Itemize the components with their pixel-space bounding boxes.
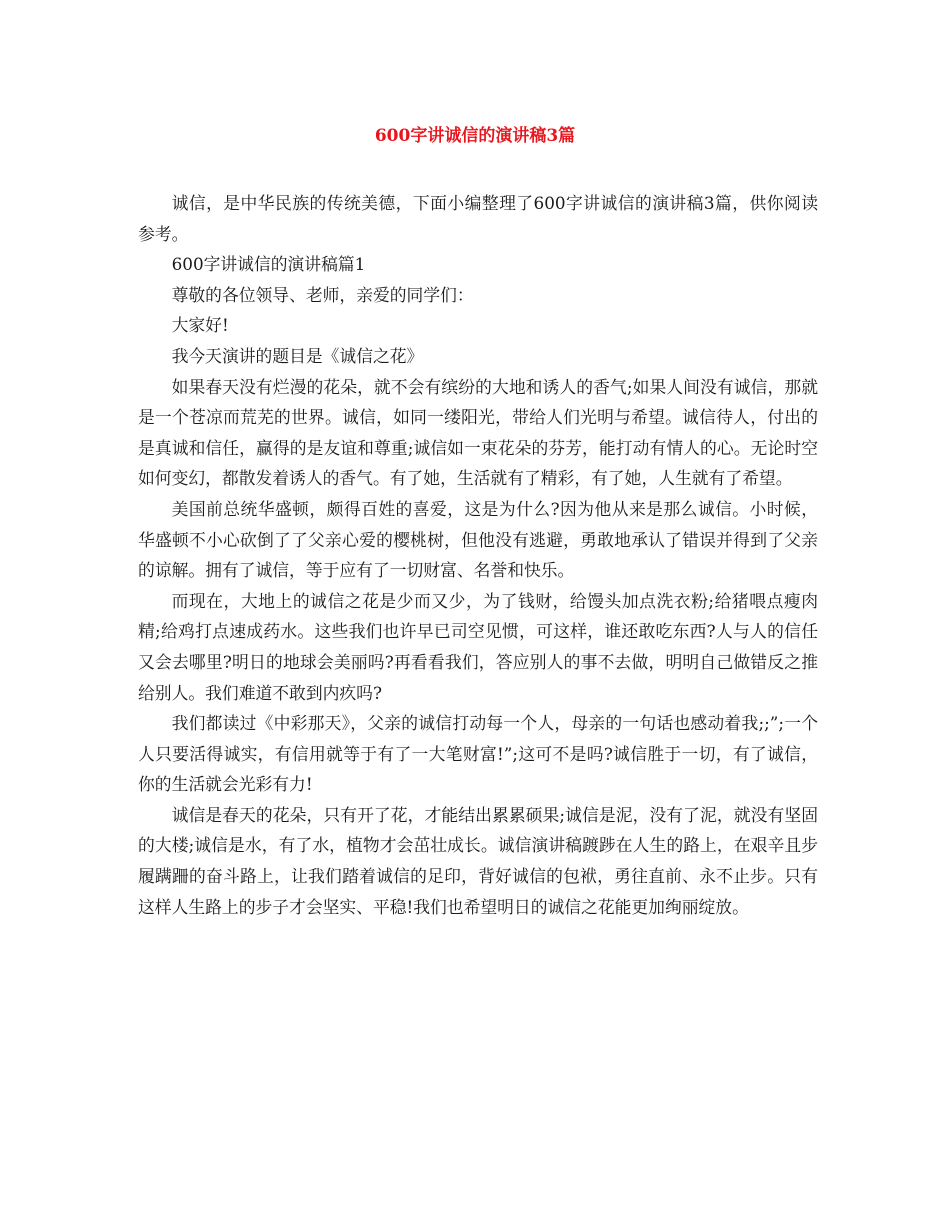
salutation: 尊敬的各位领导、老师，亲爱的同学们：: [171, 284, 474, 305]
body-paragraph: 美国前总统华盛顿，颇得百姓的喜爱，这是为什么?因为他从来是那么诚信。小时候，华盛顿不小心砍倒了了父亲心爱的樱桃树，但他没有逃避，勇敢地承认了错误并得到了父亲的谅解。拥有了诚信，等于应有了一切财富、名誉和快乐。: [138, 498, 818, 581]
body-paragraph: 诚信是春天的花朵，只有开了花，才能结出累累硕果;诚信是泥，没有了泥，就没有坚固的大楼;诚信是水，有了水，植物才会茁壮成长。诚信演讲稿踱踄在人生的路上，在艰辛且步履蹒跚的奋斗路上，让我们踏着诚信的足印，背好诚信的包袱，勇往直前、永不止步。只有这样人生路上的步子才会坚实、平稳!我们也希望明日的诚信之花能更加绚丽绽放。: [138, 804, 818, 917]
body-paragraph: 而现在，大地上的诚信之花是少而又少，为了钱财，给馒头加点洗衣粉;给猪喂点瘦肉精;给鸡打点速成药水。这些我们也许早已司空见惯，可这样，谁还敢吃东西?人与人的信任又会去哪里?明日的地球会美丽吗?再看看我们，答应别人的事不去做，明明自己做错反之推给别人。我们难道不敢到内疚吗?: [138, 590, 818, 703]
document-title: 600字讲诚信的演讲稿3篇: [374, 126, 576, 146]
greeting: 大家好!: [171, 315, 229, 336]
document-body: [138, 188, 818, 922]
speech-topic: 我今天演讲的题目是《诚信之花》: [171, 345, 424, 366]
intro-paragraph: 诚信，是中华民族的传统美德，下面小编整理了600字讲诚信的演讲稿3篇，供你阅读参考。: [138, 193, 818, 244]
body-paragraph: 我们都读过《中彩那天》，父亲的诚信打动每一个人，母亲的一句话也感动着我;;”;一个人只要活得诚实，有信用就等于有了一大笔财富!”;这可不是吗?诚信胜于一切，有了诚信，你的生活就会光彩有力!: [138, 713, 818, 795]
section-heading: 600字讲诚信的演讲稿篇1: [171, 254, 366, 275]
body-paragraph: 如果春天没有烂漫的花朵，就不会有缤纷的大地和诱人的香气;如果人间没有诚信，那就是一个苍凉而荒芜的世界。诚信，如同一缕阳光，带给人们光明与希望。诚信待人，付出的是真诚和信任，赢得的是友谊和尊重;诚信如一束花朵的芬芳，能打动有情人的心。无论时空如何变幻，都散发着诱人的香气。有了她，生活就有了精彩，有了她，人生就有了希望。: [138, 376, 818, 489]
